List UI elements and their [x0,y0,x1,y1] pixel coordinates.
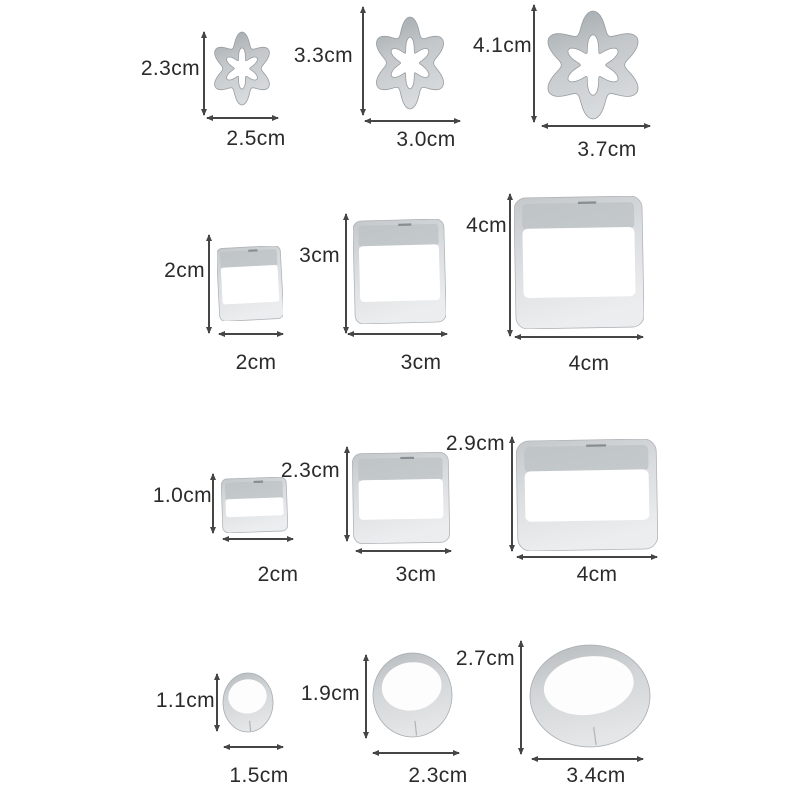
square-cutter-image [514,196,644,329]
height-label: 2.3cm [140,57,200,80]
height-dimension-arrow [365,655,367,738]
height-label: 4.1cm [472,34,532,57]
width-dimension-arrow [356,550,451,552]
oval-cutter-image [222,672,274,733]
width-label: 4cm [568,352,610,375]
width-dimension-arrow [542,125,650,127]
width-dimension-arrow [532,758,643,760]
height-label: 1.9cm [300,682,360,705]
height-label: 2.7cm [455,647,515,670]
flower-cutter-image [371,16,449,110]
height-label: 1.0cm [152,484,212,507]
width-label: 1.5cm [229,764,289,787]
height-dimension-arrow [533,5,535,122]
width-dimension-arrow [219,333,283,335]
square-cutter-image [353,219,446,324]
height-label: 3.3cm [293,44,353,67]
flower-cutter-image [541,10,645,120]
height-label: 4cm [466,214,507,237]
width-label: 3cm [400,351,442,374]
width-dimension-arrow [348,333,447,335]
height-dimension-arrow [208,235,210,333]
width-dimension-arrow [373,752,459,754]
width-label: 4cm [576,563,618,586]
rectangle-cutter-image [352,452,450,544]
width-label: 3cm [395,563,437,586]
height-dimension-arrow [520,641,522,754]
width-dimension-arrow [223,538,293,540]
height-label: 1.1cm [155,689,215,712]
height-dimension-arrow [511,437,513,551]
oval-cutter-image [529,644,651,748]
width-label: 3.0cm [396,128,456,151]
height-dimension-arrow [509,194,511,336]
height-dimension-arrow [212,474,214,533]
width-dimension-arrow [515,336,643,338]
width-dimension-arrow [365,120,460,122]
rectangle-cutter-image [221,477,288,533]
height-dimension-arrow [345,214,347,333]
square-cutter-image [217,246,283,321]
width-label: 2.5cm [226,127,286,150]
width-label: 3.7cm [577,138,637,161]
width-dimension-arrow [517,556,657,558]
height-dimension-arrow [346,447,348,541]
oval-cutter-image [372,652,453,738]
height-label: 2.3cm [280,459,340,482]
height-label: 2cm [164,259,205,282]
width-dimension-arrow [207,117,278,119]
height-dimension-arrow [362,7,364,115]
height-dimension-arrow [216,674,218,731]
rectangle-cutter-image [516,439,658,551]
flower-cutter-image [210,31,274,106]
width-dimension-arrow [224,746,283,748]
width-label: 2cm [257,563,299,586]
height-label: 2.9cm [445,432,505,455]
height-label: 3cm [299,244,340,267]
width-label: 3.4cm [566,764,626,787]
height-dimension-arrow [203,32,205,115]
width-label: 2cm [235,351,277,374]
width-label: 2.3cm [408,764,468,787]
